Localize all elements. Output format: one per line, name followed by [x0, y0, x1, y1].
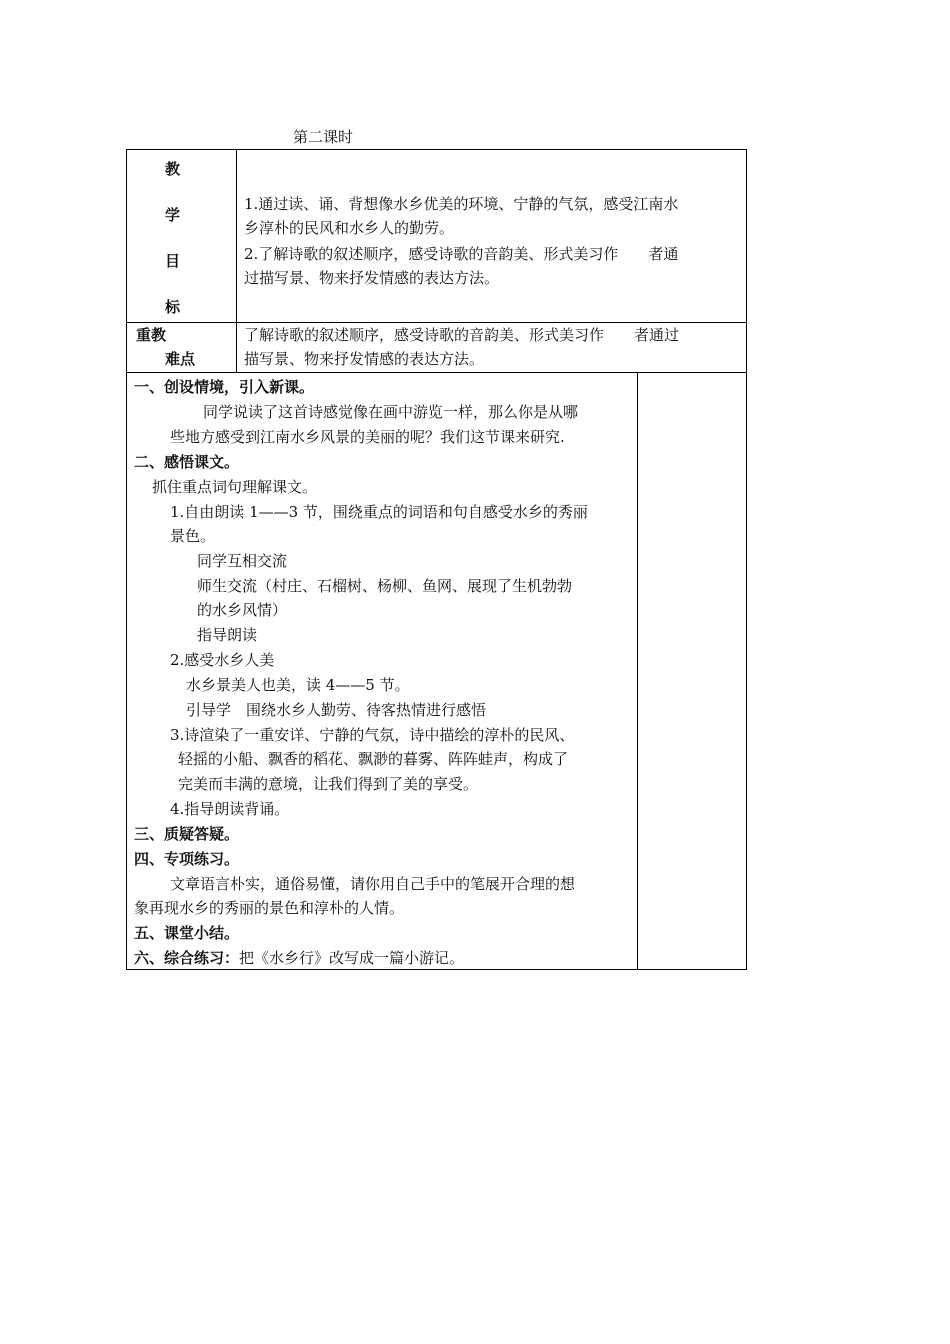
key-point-line: 了解诗歌的叙述顺序，感受诗歌的音韵美、形式美习作 者通过 [244, 326, 680, 344]
objectives-label-char: 学 [165, 206, 181, 224]
table-border-right [746, 149, 747, 970]
objectives-label-char: 标 [165, 298, 181, 316]
paragraph-line: 1.自由朗读 1——3 节，围绕重点的词语和句自感受水乡的秀丽 [170, 503, 588, 521]
objective-line: 乡淳朴的民风和水乡人的勤劳。 [244, 219, 455, 237]
paragraph-line: 指导朗读 [197, 626, 258, 644]
paragraph-line: 象再现水乡的秀丽的景色和淳朴的人情。 [134, 899, 405, 917]
section-heading: 三、质疑答疑。 [134, 825, 240, 843]
paragraph-line: 师生交流（村庄、石榴树、杨柳、鱼网、展现了生机勃勃 [197, 577, 573, 595]
objective-line: 1.通过读、诵、背想像水乡优美的环境、宁静的气氛，感受江南水 [244, 195, 679, 213]
key-point-line: 描写景、物来抒发情感的表达方法。 [244, 350, 485, 368]
lesson-title: 第二课时 [293, 128, 354, 146]
row-divider-2 [126, 372, 747, 373]
table-border-left [126, 149, 127, 970]
objective-line: 过描写景、物来抒发情感的表达方法。 [244, 269, 500, 287]
section-heading: 五、课堂小结。 [134, 924, 240, 942]
section-heading: 一、创设情境，引入新课。 [134, 378, 315, 396]
paragraph-line: 水乡景美人也美，读 4——5 节。 [186, 676, 410, 694]
lesson-plan-table [126, 149, 747, 970]
objective-line: 2.了解诗歌的叙述顺序，感受诗歌的音韵美、形式美习作 者通 [244, 245, 679, 263]
label-column-divider [236, 149, 237, 373]
table-border-top [126, 149, 747, 150]
paragraph-line: 景色。 [170, 527, 216, 545]
paragraph-line: 3.诗渲染了一重安详、宁静的气氛，诗中描绘的淳朴的民风、 [170, 726, 575, 744]
section-heading: 六、综合练习： [134, 949, 240, 967]
paragraph-line: 文章语言朴实，通俗易懂，请你用自己手中的笔展开合理的想 [170, 875, 576, 893]
paragraph-line: 些地方感受到江南水乡风景的美丽的呢？我们这节课来研究. [170, 428, 565, 446]
section-heading: 四、专项练习。 [134, 850, 240, 868]
paragraph-line: 引导学 围绕水乡人勤劳、待客热情进行感悟 [186, 701, 487, 719]
paragraph-line: 同学说读了这首诗感觉像在画中游览一样，那么你是从哪 [203, 403, 579, 421]
section-heading: 二、感悟课文。 [134, 453, 240, 471]
section-line [134, 946, 464, 970]
paragraph-line: 4.指导朗读背诵。 [170, 800, 290, 818]
paragraph-line: 同学互相交流 [197, 552, 288, 570]
remark-column-divider [637, 372, 638, 970]
paragraph-line: 的水乡风情） [197, 601, 288, 619]
paragraph-line: 把《水乡行》改写成一篇小游记。 [239, 949, 465, 967]
key-points-label: 重教 [136, 326, 167, 344]
paragraph-line: 完美而丰满的意境，让我们得到了美的享受。 [178, 775, 479, 793]
paragraph-line: 抓住重点词句理解课文。 [152, 478, 318, 496]
key-points-label: 难点 [165, 350, 196, 368]
paragraph-line: 轻摇的小船、飘香的稻花、飘渺的暮雾、阵阵蛙声，构成了 [178, 750, 569, 768]
objectives-label-char: 目 [165, 252, 181, 270]
objectives-label-char: 教 [165, 160, 181, 178]
paragraph-line: 2.感受水乡人美 [170, 651, 275, 669]
